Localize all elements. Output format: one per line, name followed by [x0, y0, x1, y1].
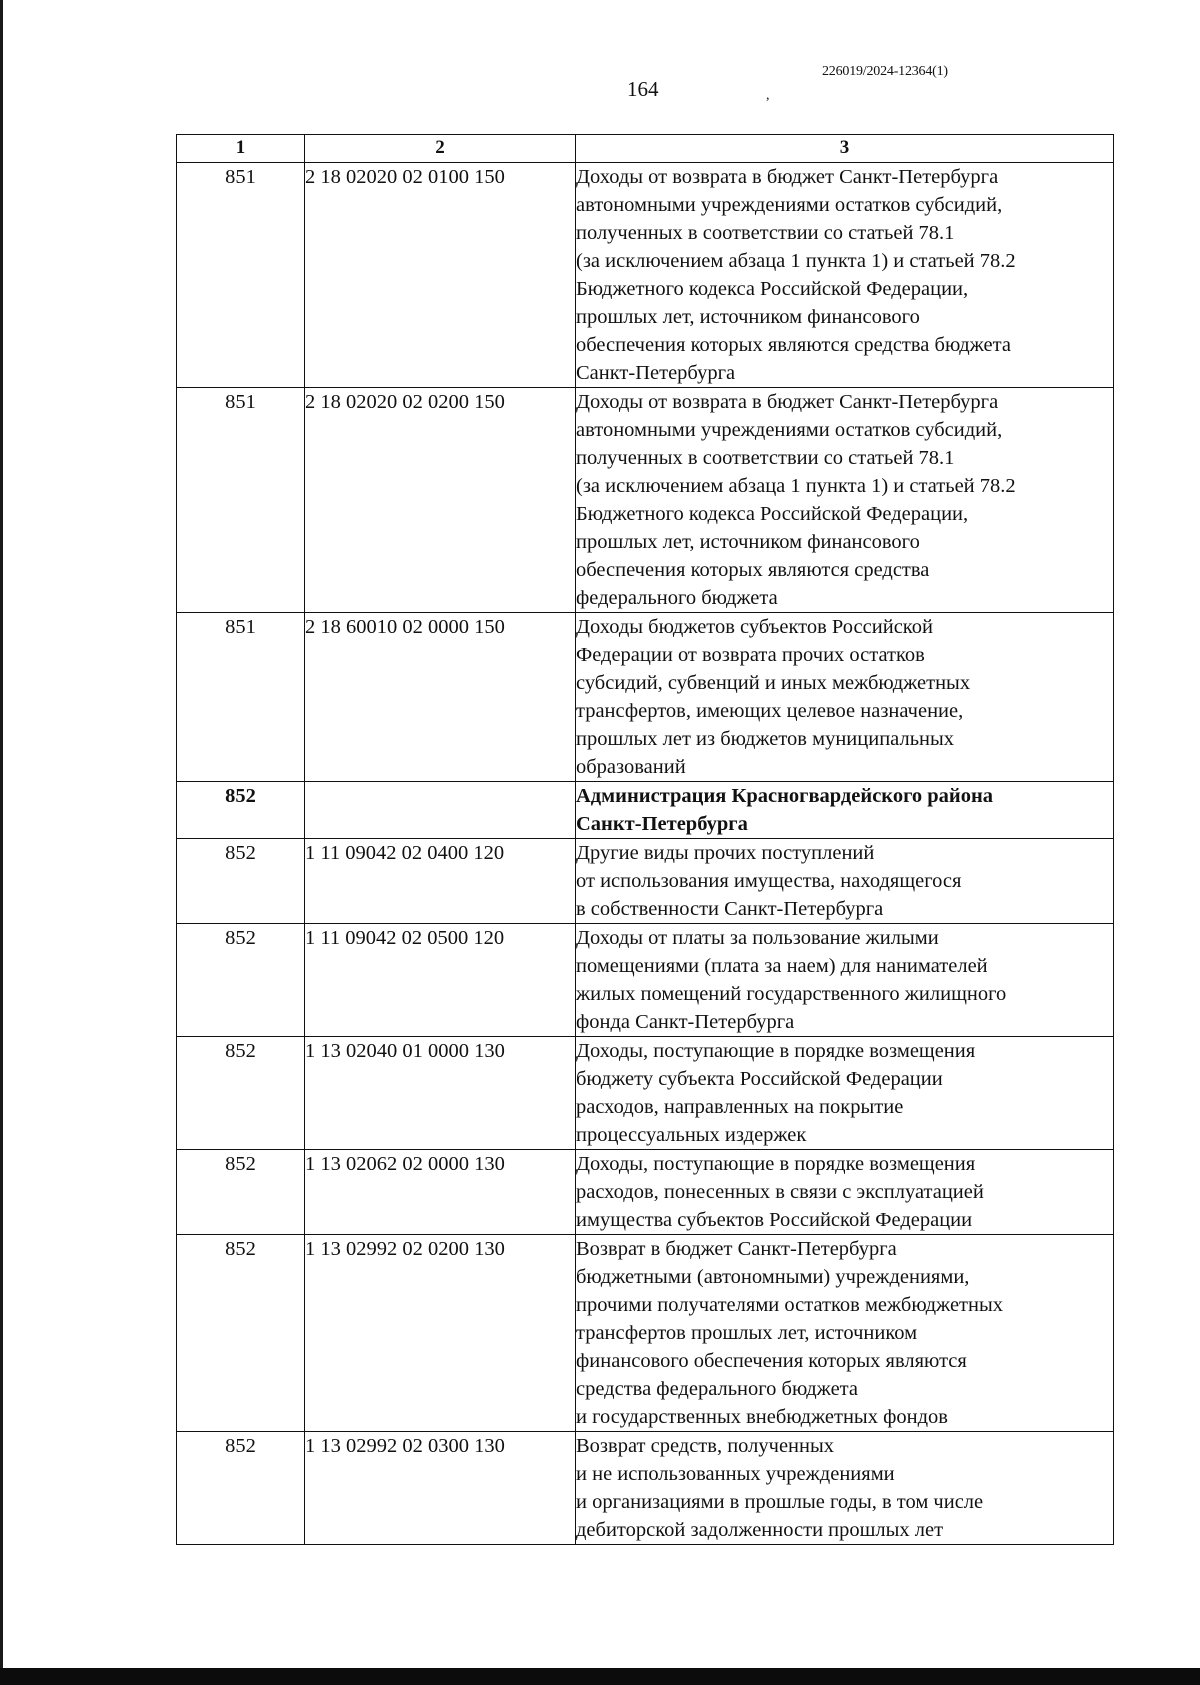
description-line: и не использованных учреждениями	[576, 1463, 895, 1485]
description-line: Санкт-Петербурга	[576, 362, 736, 384]
column-header-3: 3	[576, 135, 1114, 163]
description-line: фонда Санкт-Петербурга	[576, 1011, 795, 1033]
admin-code-cell: 851	[177, 388, 305, 613]
admin-code-cell: 851	[177, 163, 305, 388]
description-line: Возврат средств, полученных	[576, 1435, 835, 1457]
revenue-code-cell: 2 18 02020 02 0100 150	[305, 163, 576, 388]
revenue-code-cell: 2 18 02020 02 0200 150	[305, 388, 576, 613]
admin-code-cell: 851	[177, 613, 305, 782]
description-line: (за исключением абзаца 1 пункта 1) и статьей 78.2	[576, 475, 1016, 497]
description-cell	[576, 1432, 1114, 1545]
description-line: прошлых лет, источником финансового	[576, 531, 920, 553]
revenue-codes-table	[176, 134, 1114, 1545]
description-cell	[576, 1150, 1114, 1235]
description-line: Доходы от платы за пользование жилыми	[576, 927, 939, 949]
description-line: расходов, направленных на покрытие	[576, 1096, 904, 1118]
page-number: 164	[627, 77, 659, 101]
revenue-code-cell: 1 11 09042 02 0500 120	[305, 924, 576, 1037]
description-line: Доходы, поступающие в порядке возмещения	[576, 1153, 976, 1175]
description-line: Возврат в бюджет Санкт-Петербурга	[576, 1238, 897, 1260]
column-header-2: 2	[305, 135, 576, 163]
table-row	[177, 1432, 1114, 1545]
description-cell	[576, 388, 1114, 613]
description-line: трансфертов, имеющих целевое назначение,	[576, 700, 964, 722]
description-line: автономными учреждениями остатков субсидий,	[576, 194, 1003, 216]
description-cell	[576, 613, 1114, 782]
description-line: прошлых лет, источником финансового	[576, 306, 920, 328]
table-row	[177, 1150, 1114, 1235]
description-line: трансфертов прошлых лет, источником	[576, 1322, 918, 1344]
description-line: Федерации от возврата прочих остатков	[576, 644, 925, 666]
description-line: и организациями в прошлые годы, в том числе	[576, 1491, 984, 1513]
description-line: федерального бюджета	[576, 587, 778, 609]
scan-border-bottom	[0, 1668, 1200, 1685]
admin-code-cell: 852	[177, 1432, 305, 1545]
description-line: имущества субъектов Российской Федерации	[576, 1209, 973, 1231]
description-line: расходов, понесенных в связи с эксплуатацией	[576, 1181, 984, 1203]
revenue-code-cell: 2 18 60010 02 0000 150	[305, 613, 576, 782]
description-line: обеспечения которых являются средства бюджета	[576, 334, 1011, 356]
description-line: дебиторской задолженности прошлых лет	[576, 1519, 944, 1541]
description-line: бюджету субъекта Российской Федерации	[576, 1068, 943, 1090]
table-row	[177, 1235, 1114, 1432]
table-row	[177, 1037, 1114, 1150]
admin-code-cell: 852	[177, 839, 305, 924]
table-row	[177, 388, 1114, 613]
description-line: автономными учреждениями остатков субсидий,	[576, 419, 1003, 441]
admin-code-cell: 852	[177, 1150, 305, 1235]
description-line: и государственных внебюджетных фондов	[576, 1406, 948, 1428]
admin-code-cell: 852	[177, 1235, 305, 1432]
description-line: (за исключением абзаца 1 пункта 1) и статьей 78.2	[576, 250, 1016, 272]
description-line: полученных в соответствии со статьей 78.1	[576, 447, 955, 469]
description-line: прочими получателями остатков межбюджетных	[576, 1294, 1003, 1316]
document-id: 226019/2024-12364(1)	[822, 64, 948, 79]
revenue-code-cell: 1 13 02992 02 0300 130	[305, 1432, 576, 1545]
description-line: жилых помещений государственного жилищного	[576, 983, 1007, 1005]
revenue-code-cell: 1 13 02062 02 0000 130	[305, 1150, 576, 1235]
description-line: Другие виды прочих поступлений	[576, 842, 875, 864]
revenue-code-cell: 1 11 09042 02 0400 120	[305, 839, 576, 924]
description-line: Бюджетного кодекса Российской Федерации,	[576, 503, 969, 525]
table-row	[177, 782, 1114, 839]
admin-code-cell: 852	[177, 1037, 305, 1150]
description-line: Доходы, поступающие в порядке возмещения	[576, 1040, 976, 1062]
admin-code-cell: 852	[177, 782, 305, 839]
description-line: Доходы от возврата в бюджет Санкт-Петербурга	[576, 166, 999, 188]
description-cell	[576, 782, 1114, 839]
description-line: помещениями (плата за наем) для нанимателей	[576, 955, 988, 977]
revenue-code-cell: 1 13 02040 01 0000 130	[305, 1037, 576, 1150]
description-line: субсидий, субвенций и иных межбюджетных	[576, 672, 971, 694]
description-line: бюджетными (автономными) учреждениями,	[576, 1266, 970, 1288]
table-row	[177, 924, 1114, 1037]
table-row	[177, 613, 1114, 782]
description-line: обеспечения которых являются средства	[576, 559, 930, 581]
description-line: средства федерального бюджета	[576, 1378, 858, 1400]
description-line: от использования имущества, находящегося	[576, 870, 962, 892]
description-line: прошлых лет из бюджетов муниципальных	[576, 728, 955, 750]
scan-mark: ,	[766, 88, 770, 103]
description-cell	[576, 1235, 1114, 1432]
description-line: Доходы от возврата в бюджет Санкт-Петербурга	[576, 391, 999, 413]
scan-border-left	[0, 0, 3, 1668]
description-line: Санкт-Петербурга	[576, 813, 748, 835]
revenue-code-cell: 1 13 02992 02 0200 130	[305, 1235, 576, 1432]
description-cell	[576, 839, 1114, 924]
column-header-1: 1	[177, 135, 305, 163]
description-line: процессуальных издержек	[576, 1124, 807, 1146]
table-row	[177, 163, 1114, 388]
description-cell	[576, 163, 1114, 388]
description-line: образований	[576, 756, 686, 778]
description-line: Бюджетного кодекса Российской Федерации,	[576, 278, 969, 300]
revenue-code-cell	[305, 782, 576, 839]
description-line: Администрация Красногвардейского района	[576, 785, 994, 807]
description-cell	[576, 924, 1114, 1037]
description-line: финансового обеспечения которых являются	[576, 1350, 967, 1372]
table-row	[177, 839, 1114, 924]
description-line: Доходы бюджетов субъектов Российской	[576, 616, 933, 638]
description-cell	[576, 1037, 1114, 1150]
admin-code-cell: 852	[177, 924, 305, 1037]
table-header-row	[177, 135, 1114, 163]
description-line: полученных в соответствии со статьей 78.1	[576, 222, 955, 244]
description-line: в собственности Санкт-Петербурга	[576, 898, 884, 920]
